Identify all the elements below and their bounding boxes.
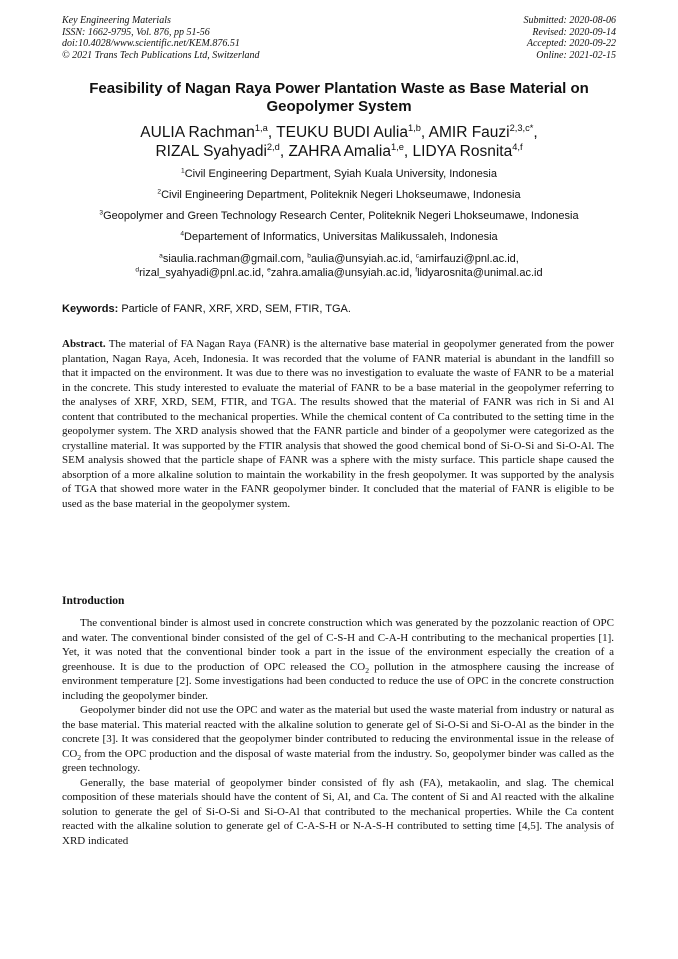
paragraph: Geopolymer binder did not use the OPC and water as the material but used the waste material from industry or natural as the base material. This material reacted with the alkaline solution to generate gel of Si-O-Si and Si-O-Al as the binder in the concrete [3]. It was considered that the geopolymer binder contributed to reducing the environmental issue in the release of $CO_2$ from the OPC production and the disposal of waste material from the industry. So, geopolymer binder was called as the green technology. <box>62 704 614 774</box>
email-d[interactable]: rizal_syahyadi@pnl.ac.id <box>139 266 261 279</box>
online-date: Online: 2021-02-15 <box>536 49 616 61</box>
affiliation-text: Geopolymer and Green Technology Research Center, Politeknik Negeri Lhokseumawe, Indonesia <box>103 210 579 222</box>
submission-dates <box>524 15 617 61</box>
author-affil-mark: 4,f <box>512 141 523 152</box>
abstract-label: Abstract. <box>62 338 106 350</box>
email-e[interactable]: zahra.amalia@unsyiah.ac.id <box>270 266 410 279</box>
affiliation-number: 3 <box>99 209 104 217</box>
affiliation-number: 1 <box>181 167 185 175</box>
affiliation-number: 2 <box>157 188 162 196</box>
affiliation-number: 4 <box>180 230 185 238</box>
abstract <box>62 337 614 512</box>
journal-copyright: © 2021 Trans Tech Publications Ltd, Switzerland <box>62 49 260 61</box>
journal-info <box>62 15 260 61</box>
affiliation-text: Departement of Informatics, Universitas Malikussaleh, Indonesia <box>184 231 498 243</box>
revised-date: Revised: 2020-09-14 <box>532 26 616 38</box>
email-a[interactable]: siaulia.rachman@gmail.com <box>162 253 302 265</box>
paragraph: Generally, the base material of geopolymer binder consisted of fly ash (FA), metakaolin, and slag. The chemical composition of these materials should have the content of Si, Al, and Ca. The content of Si and Al reacted with the alkaline solution to generate the gel of Si-O-Si and Si-O-Al that contributed to the mechanical properties. While the Ca content reacted with the alkaline solution to generate gel of C-A-S-H or N-A-S-H contributed to setting time [4,5]. The analysis of XRD indicated <box>62 776 614 847</box>
abstract-text: The material of FA Nagan Raya (FANR) is the alternative base material in geopolymer generated from the power plantation, Nagan Raya, Aceh, Indonesia. It was recorded that the volume of FANR material is abundant in the landfill so that it impacted on the environment. It was due to there was no investigation to evaluate the waste of FANR to be a material in the concrete. This study interested to evaluate the material of FANR to be a base material in the geopolymer referring to the analyses of XRF, XRD, SEM, FTIR, and TGA. The results showed that the material of FANR was rich in Si and Al content that contributed to the mechanical properties. While the chemical content of Ca contributed to the setting time in the geopolymer system. The XRD analysis showed that the FANR particle and binder of a geopolymer were categorized as the crystalline material. It was supported by the FTIR analysis that showed the good chemical bond of Si-O-Si and Si-O-Al. The SEM analysis showed that the particle shape of FANR was a sphere with the misty surface. This particle shape caused the absorption of a more alkaline solution to maintain the workability in the fresh geopolymer. It was supported by the analysis of TGA that showed more water in the FANR geopolymer binder. It concluded that the material of FANR is eligible to be used as the base material in the geopolymer system. <box>62 338 614 511</box>
paper-title: Feasibility of Nagan Raya Power Plantation Waste as Base Material on Geopolymer System <box>89 80 589 115</box>
author-affil-mark: 2,3,c* <box>509 122 534 133</box>
affiliation-1 <box>40 168 638 181</box>
affiliation-2 <box>40 189 638 202</box>
keywords-text: Particle of FANR, XRF, XRD, SEM, FTIR, TGA. <box>121 303 351 315</box>
email-b[interactable]: aulia@unsyiah.ac.id <box>310 253 410 265</box>
email-list: $^a$siaulia.rachman@gmail.com, $^b$aulia@unsyiah.ac.id, $^c$amirfauzi@pnl.ac.id, $^d$rizal_syahyadi@pnl.ac.id, $^e$zahra.amalia@unsyiah.ac.id, $^f$lidyarosnita@unimal.ac.id <box>135 252 543 279</box>
submitted-date: Submitted: 2020-08-06 <box>523 15 616 26</box>
email-f[interactable]: lidyarosnita@unimal.ac.id <box>417 266 543 279</box>
paragraph: The conventional binder is almost used in concrete construction which was generated by the pozzolanic reaction of OPC and water. The conventional binder consisted of the gel of C-S-H and C-A-H contributing to the mechanical properties [1]. Yet, it was noted that the conventional binder took a part in the issue of the environment especially the creation of a greenhouse. It is due to the production of OPC released the $CO_2$ pollution in the atmosphere causing the increase of environment temperature [2]. Some investigations had been conducted to reduce the use of OPC in the concrete construction including the geopolymer binder. <box>62 617 615 702</box>
author-affil-mark: 1,b <box>407 122 421 133</box>
author-name: AMIR Fauzi <box>428 124 510 141</box>
introduction-body <box>62 616 614 848</box>
author-name: TEUKU BUDI Aulia <box>276 124 408 141</box>
journal-doi: doi:10.4028/www.scientific.net/KEM.876.51 <box>62 38 240 49</box>
journal-issn: ISSN: 1662-9795, Vol. 876, pp 51-56 <box>62 26 210 38</box>
section-heading-introduction: Introduction <box>62 595 125 607</box>
journal-name: Key Engineering Materials <box>62 15 171 26</box>
author-affil-mark: 1,a <box>254 122 268 133</box>
accepted-date: Accepted: 2020-09-22 <box>526 38 616 49</box>
affiliation-4 <box>40 231 638 244</box>
author-name: LIDYA Rosnita <box>412 143 513 160</box>
author-name: AULIA Rachman <box>140 124 255 141</box>
keywords-label: Keywords: <box>62 303 119 315</box>
affiliation-text: Civil Engineering Department, Politeknik Negeri Lhokseumawe, Indonesia <box>161 189 521 201</box>
affiliation-3 <box>40 210 638 223</box>
author-name: RIZAL Syahyadi <box>155 143 267 160</box>
author-name: ZAHRA Amalia <box>288 143 391 160</box>
keywords <box>62 303 618 316</box>
affiliation-text: Civil Engineering Department, Syiah Kuala University, Indonesia <box>184 168 497 180</box>
author-affil-mark: 2,d <box>266 141 280 152</box>
author-affil-mark: 1,e <box>390 141 404 152</box>
author-list: AULIA Rachman$^{1,a}$, TEUKU BUDI Aulia$^{1,b}$, AMIR Fauzi$^{2,3,c*}$, RIZAL Syahyadi$^{2,d}$, ZAHRA Amalia$^{1,e}$, LIDYA Rosnita$^{4,f}$ <box>140 122 538 160</box>
email-c[interactable]: amirfauzi@pnl.ac.id <box>419 253 516 265</box>
